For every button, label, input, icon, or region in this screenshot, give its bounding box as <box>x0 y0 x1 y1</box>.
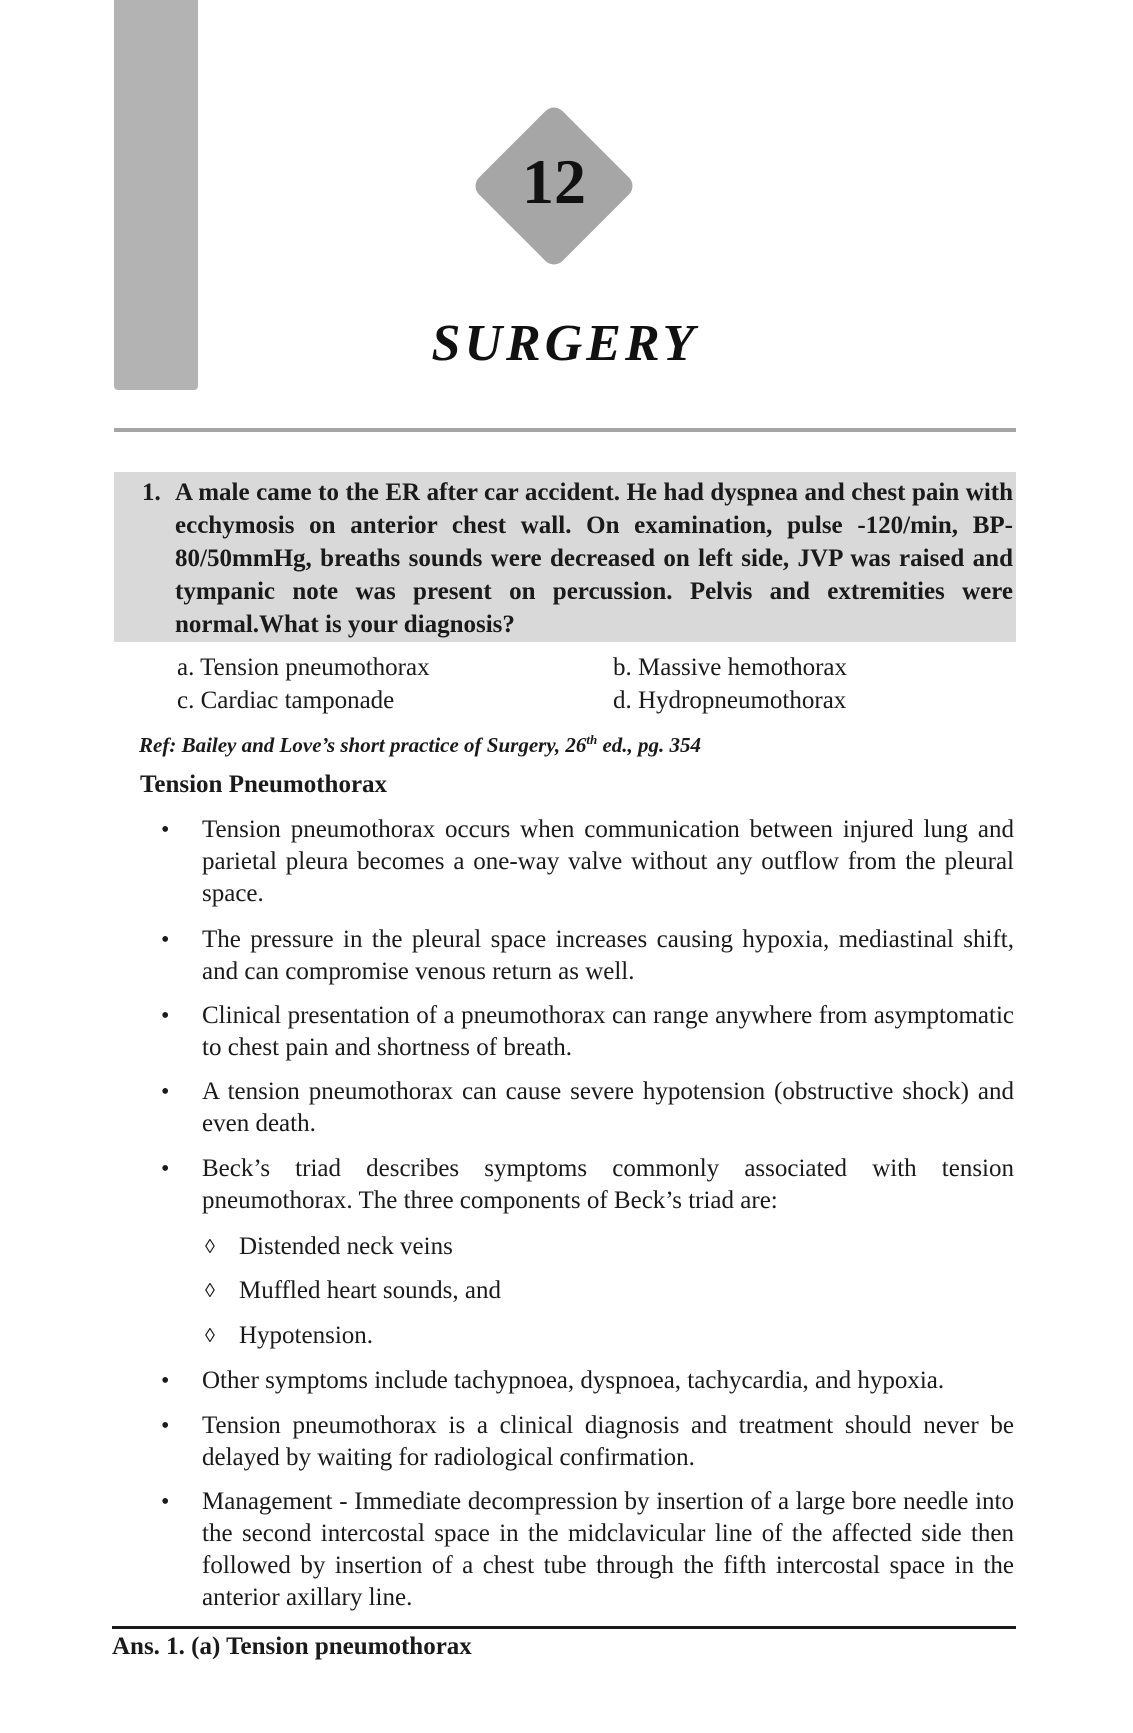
answer-line: Ans. 1. (a) Tension pneumothorax <box>112 1633 472 1660</box>
bullet-marker: • <box>161 817 170 843</box>
bullet-item: The pressure in the pleural space increases causing hypoxia, mediastinal shift, and can compromise venous return as well. <box>202 926 1014 985</box>
bullet-item: Tension pneumothorax is a clinical diagnosis and treatment should never be delayed by waiting for radiological confirmation. <box>202 1412 1014 1471</box>
bullet-marker: • <box>161 1079 170 1105</box>
bullet-item: Management - Immediate decompression by insertion of a large bore needle into the second intercostal space in the midclavicular line of the affected side then followed by insertion of a chest tube through the fifth intercostal space in the anterior axillary line. <box>202 1488 1014 1611</box>
option-c: c. Cardiac tamponade <box>177 687 395 714</box>
bullet-item: Other symptoms include tachypnoea, dyspnoea, tachycardia, and hypoxia. <box>202 1367 945 1394</box>
sub-bullet-marker: ◊ <box>205 1280 215 1302</box>
reference-text: Ref: Bailey and Love’s short practice of Surgery, 26 <box>139 733 587 757</box>
bullet-marker: • <box>161 1413 170 1439</box>
option-d: d. Hydropneumothorax <box>613 687 847 714</box>
triad-item: Hypotension. <box>239 1322 374 1349</box>
triad-item: Distended neck veins <box>239 1233 453 1260</box>
bullet-marker: • <box>161 927 170 953</box>
bullet-marker: • <box>161 1489 170 1515</box>
bullet-item: Beck’s triad describes symptoms commonly associated with tension pneumothorax. The three components of Beck’s triad are: <box>202 1155 1014 1214</box>
reference-page: ed., pg. 354 <box>597 733 702 757</box>
bullet-item: Tension pneumothorax occurs when communication between injured lung and parietal pleura becomes a one-way valve without any outflow from the pleural space. <box>202 816 1014 907</box>
question-text: A male came to the ER after car accident. He had dyspnea and chest pain with ecchymosis on anterior chest wall. On examination, pulse -120/min, BP-80/50mmHg, breaths sounds were decreased on left side, JVP was raised and tympanic note was present on percussion. Pelvis and extremities were normal.What is your diagnosis? <box>175 479 1013 638</box>
bullet-marker: • <box>161 1156 170 1182</box>
bullet-marker: • <box>161 1003 170 1029</box>
sub-bullet-marker: ◊ <box>205 1236 215 1258</box>
reference-citation <box>139 726 701 759</box>
sub-bullet-marker: ◊ <box>205 1325 215 1347</box>
answer-divider <box>112 1626 1016 1629</box>
reference-edition-suffix: th <box>586 732 598 747</box>
section-heading: Tension Pneumothorax <box>140 771 388 798</box>
chapter-title: SURGERY <box>431 315 699 372</box>
option-b: b. Massive hemothorax <box>613 654 847 681</box>
title-divider <box>114 428 1016 432</box>
bullet-marker: • <box>161 1368 170 1394</box>
option-a: a. Tension pneumothorax <box>177 654 430 681</box>
question-number: 1. <box>142 479 161 506</box>
triad-item: Muffled heart sounds, and <box>239 1277 501 1304</box>
bullet-item: Clinical presentation of a pneumothorax can range anywhere from asymptomatic to chest pain and shortness of breath. <box>202 1002 1014 1061</box>
chapter-number: 12 <box>522 146 586 217</box>
bullet-item: A tension pneumothorax can cause severe hypotension (obstructive shock) and even death. <box>202 1078 1014 1137</box>
